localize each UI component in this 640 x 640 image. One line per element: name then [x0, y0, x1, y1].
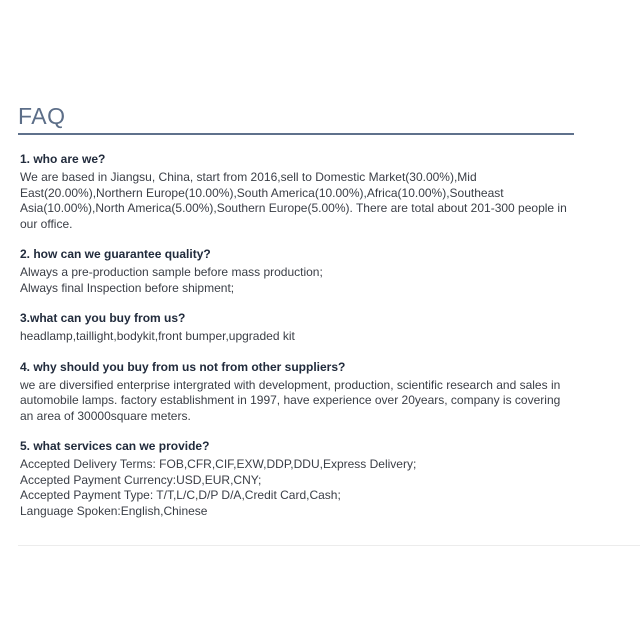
faq-answer-line: Accepted Payment Type: T/T,L/C,D/P D/A,Credit Card,Cash;	[20, 488, 341, 502]
faq-title-underline	[18, 133, 574, 135]
faq-answer-line: Accepted Delivery Terms: FOB,CFR,CIF,EXW,DDP,DDU,Express Delivery;	[20, 457, 417, 471]
faq-item	[18, 152, 572, 232]
faq-answer	[20, 170, 572, 232]
section-bottom-divider	[18, 545, 640, 546]
faq-answer-line: headlamp,taillight,bodykit,front bumper,upgraded kit	[20, 329, 295, 343]
faq-answer-line: Accepted Payment Currency:USD,EUR,CNY;	[20, 472, 262, 487]
faq-item	[18, 439, 572, 519]
faq-answer-line: we are diversified enterprise intergrated with development, production, scientific research and sales in automobile lamps. factory establishment in 1997, have experience over 20years, company is covering an area of 30000square meters.	[20, 377, 561, 423]
faq-answer	[20, 329, 572, 345]
faq-question: 2. how can we guarantee quality?	[20, 247, 211, 261]
faq-title: FAQ	[18, 103, 66, 129]
faq-answer	[20, 457, 572, 519]
faq-question: 3.what can you buy from us?	[20, 311, 186, 325]
faq-answer-line: Always final Inspection before shipment;	[20, 280, 235, 295]
faq-answer	[20, 265, 572, 296]
faq-answer-line: Language Spoken:English,Chinese	[20, 503, 208, 518]
faq-list	[18, 152, 572, 519]
faq-answer-line: We are based in Jiangsu, China, start from 2016,sell to Domestic Market(30.00%),Mid East(20.00%),Northern Europe(10.00%),South America(10.00%),Africa(10.00%),Southeast Asia(10.00%),North America(5.00%),Southern Europe(5.00%). There are total about 201-300 people in our office.	[20, 170, 567, 231]
faq-answer	[20, 378, 572, 425]
faq-item	[18, 360, 572, 425]
faq-answer-line: Always a pre-production sample before mass production;	[20, 265, 323, 279]
faq-item	[18, 311, 572, 345]
faq-question: 1. who are we?	[20, 152, 106, 166]
faq-question: 4. why should you buy from us not from other suppliers?	[20, 359, 346, 374]
faq-question: 5. what services can we provide?	[20, 439, 210, 453]
faq-item	[18, 247, 572, 296]
